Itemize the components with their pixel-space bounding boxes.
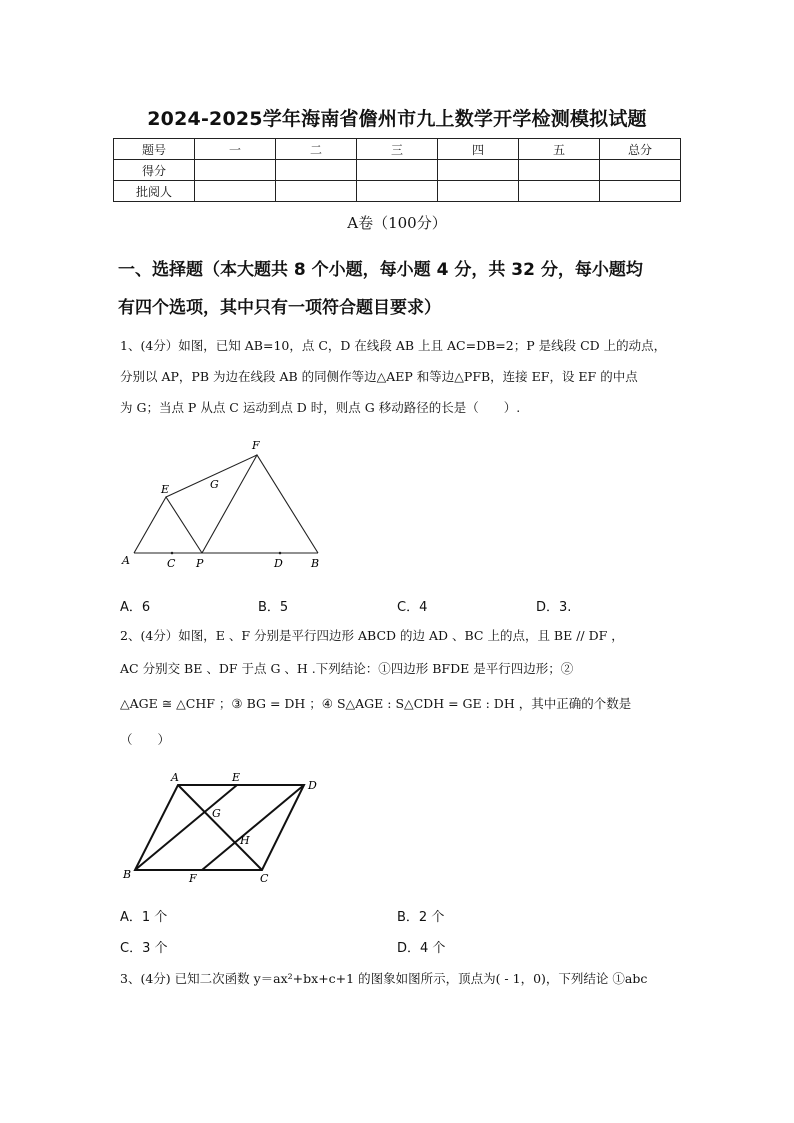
score-cell[interactable]	[519, 160, 600, 181]
q3-line1: 3、(4分) 已知二次函数 y＝ax²+bx+c+1 的图象如图所示，顶点为( - 1，0)，下列结论 ①abc	[120, 971, 648, 986]
grader-cell[interactable]	[600, 181, 681, 202]
section-heading-line2: 有四个选项，其中只有一项符合题目要求）	[118, 298, 441, 318]
label-A: A	[122, 554, 130, 567]
label-D: D	[274, 557, 283, 570]
q2-option-b[interactable]: B．2 个	[397, 910, 445, 925]
score-row	[114, 160, 681, 181]
grader-cell[interactable]	[519, 181, 600, 202]
label-E: E	[161, 483, 170, 496]
score-cell[interactable]	[276, 160, 357, 181]
grader-cell[interactable]	[438, 181, 519, 202]
q2-line1: 2、(4分）如图，E 、F 分别是平行四边形 ABCD 的边 AD 、BC 上的点，且 BE // DF ，	[120, 628, 624, 643]
label-H: H	[240, 834, 250, 847]
row-label: 得分	[114, 160, 195, 181]
label-F: F	[252, 439, 260, 452]
label-G: G	[212, 807, 221, 820]
row-label: 批阅人	[114, 181, 195, 202]
q2-line4: （ ）	[120, 732, 171, 747]
volume-heading: A卷（100分）	[347, 214, 447, 232]
q1-option-b[interactable]: B．5	[258, 600, 289, 615]
label-B: B	[123, 868, 132, 881]
label-B: B	[311, 557, 320, 570]
header-cell: 四	[438, 139, 519, 160]
q2-option-a[interactable]: A．1 个	[120, 910, 168, 925]
header-cell: 总分	[600, 139, 681, 160]
q2-figure	[118, 765, 328, 890]
header-cell: 五	[519, 139, 600, 160]
score-cell[interactable]	[438, 160, 519, 181]
q1-line3: 为 G；当点 P 从点 C 运动到点 D 时，则点 G 移动路径的长是（ ）.	[120, 400, 521, 415]
label-C: C	[167, 557, 176, 570]
score-table-header-row	[114, 139, 681, 160]
grader-cell[interactable]	[357, 181, 438, 202]
q1-option-a[interactable]: A．6	[120, 600, 151, 615]
section-heading-line1: 一、选择题（本大题共 8 个小题，每小题 4 分，共 32 分，每小题均	[118, 260, 643, 280]
label-F: F	[189, 872, 197, 885]
q2-option-c[interactable]: C．3 个	[120, 941, 168, 956]
label-E: E	[232, 771, 241, 784]
exam-title: 2024-2025学年海南省儋州市九上数学开学检测模拟试题	[147, 108, 647, 130]
grader-cell[interactable]	[276, 181, 357, 202]
q1-line2: 分别以 AP，PB 为边在线段 AB 的同侧作等边△AEP 和等边△PFB，连接 EF，设 EF 的中点	[120, 369, 638, 384]
label-C: C	[260, 872, 269, 885]
q1-line1: 1、(4分）如图，已知 AB=10，点 C，D 在线段 AB 上且 AC=DB=2；P 是线段 CD 上的动点，	[120, 338, 667, 353]
q2-line2: AC 分别交 BE 、DF 于点 G 、H .下列结论：①四边形 BFDE 是平行四边形；②	[120, 661, 574, 676]
score-cell[interactable]	[195, 160, 276, 181]
header-cell: 二	[276, 139, 357, 160]
score-cell[interactable]	[357, 160, 438, 181]
header-cell: 题号	[114, 139, 195, 160]
label-P: P	[196, 557, 204, 570]
q1-option-c[interactable]: C．4	[397, 600, 428, 615]
header-cell: 三	[357, 139, 438, 160]
label-A: A	[171, 771, 179, 784]
score-cell[interactable]	[600, 160, 681, 181]
q2-line3: △AGE ≅ △CHF ；③ BG = DH ；④ S△AGE : S△CDH = GE : DH ，其中正确的个数是	[120, 696, 632, 711]
label-G: G	[210, 478, 219, 491]
q1-figure	[110, 430, 340, 580]
grader-cell[interactable]	[195, 181, 276, 202]
header-cell: 一	[195, 139, 276, 160]
label-D: D	[308, 779, 317, 792]
q1-option-d[interactable]: D．3.	[536, 600, 572, 615]
q2-option-d[interactable]: D．4 个	[397, 941, 446, 956]
score-table	[113, 138, 681, 202]
grader-row	[114, 181, 681, 202]
